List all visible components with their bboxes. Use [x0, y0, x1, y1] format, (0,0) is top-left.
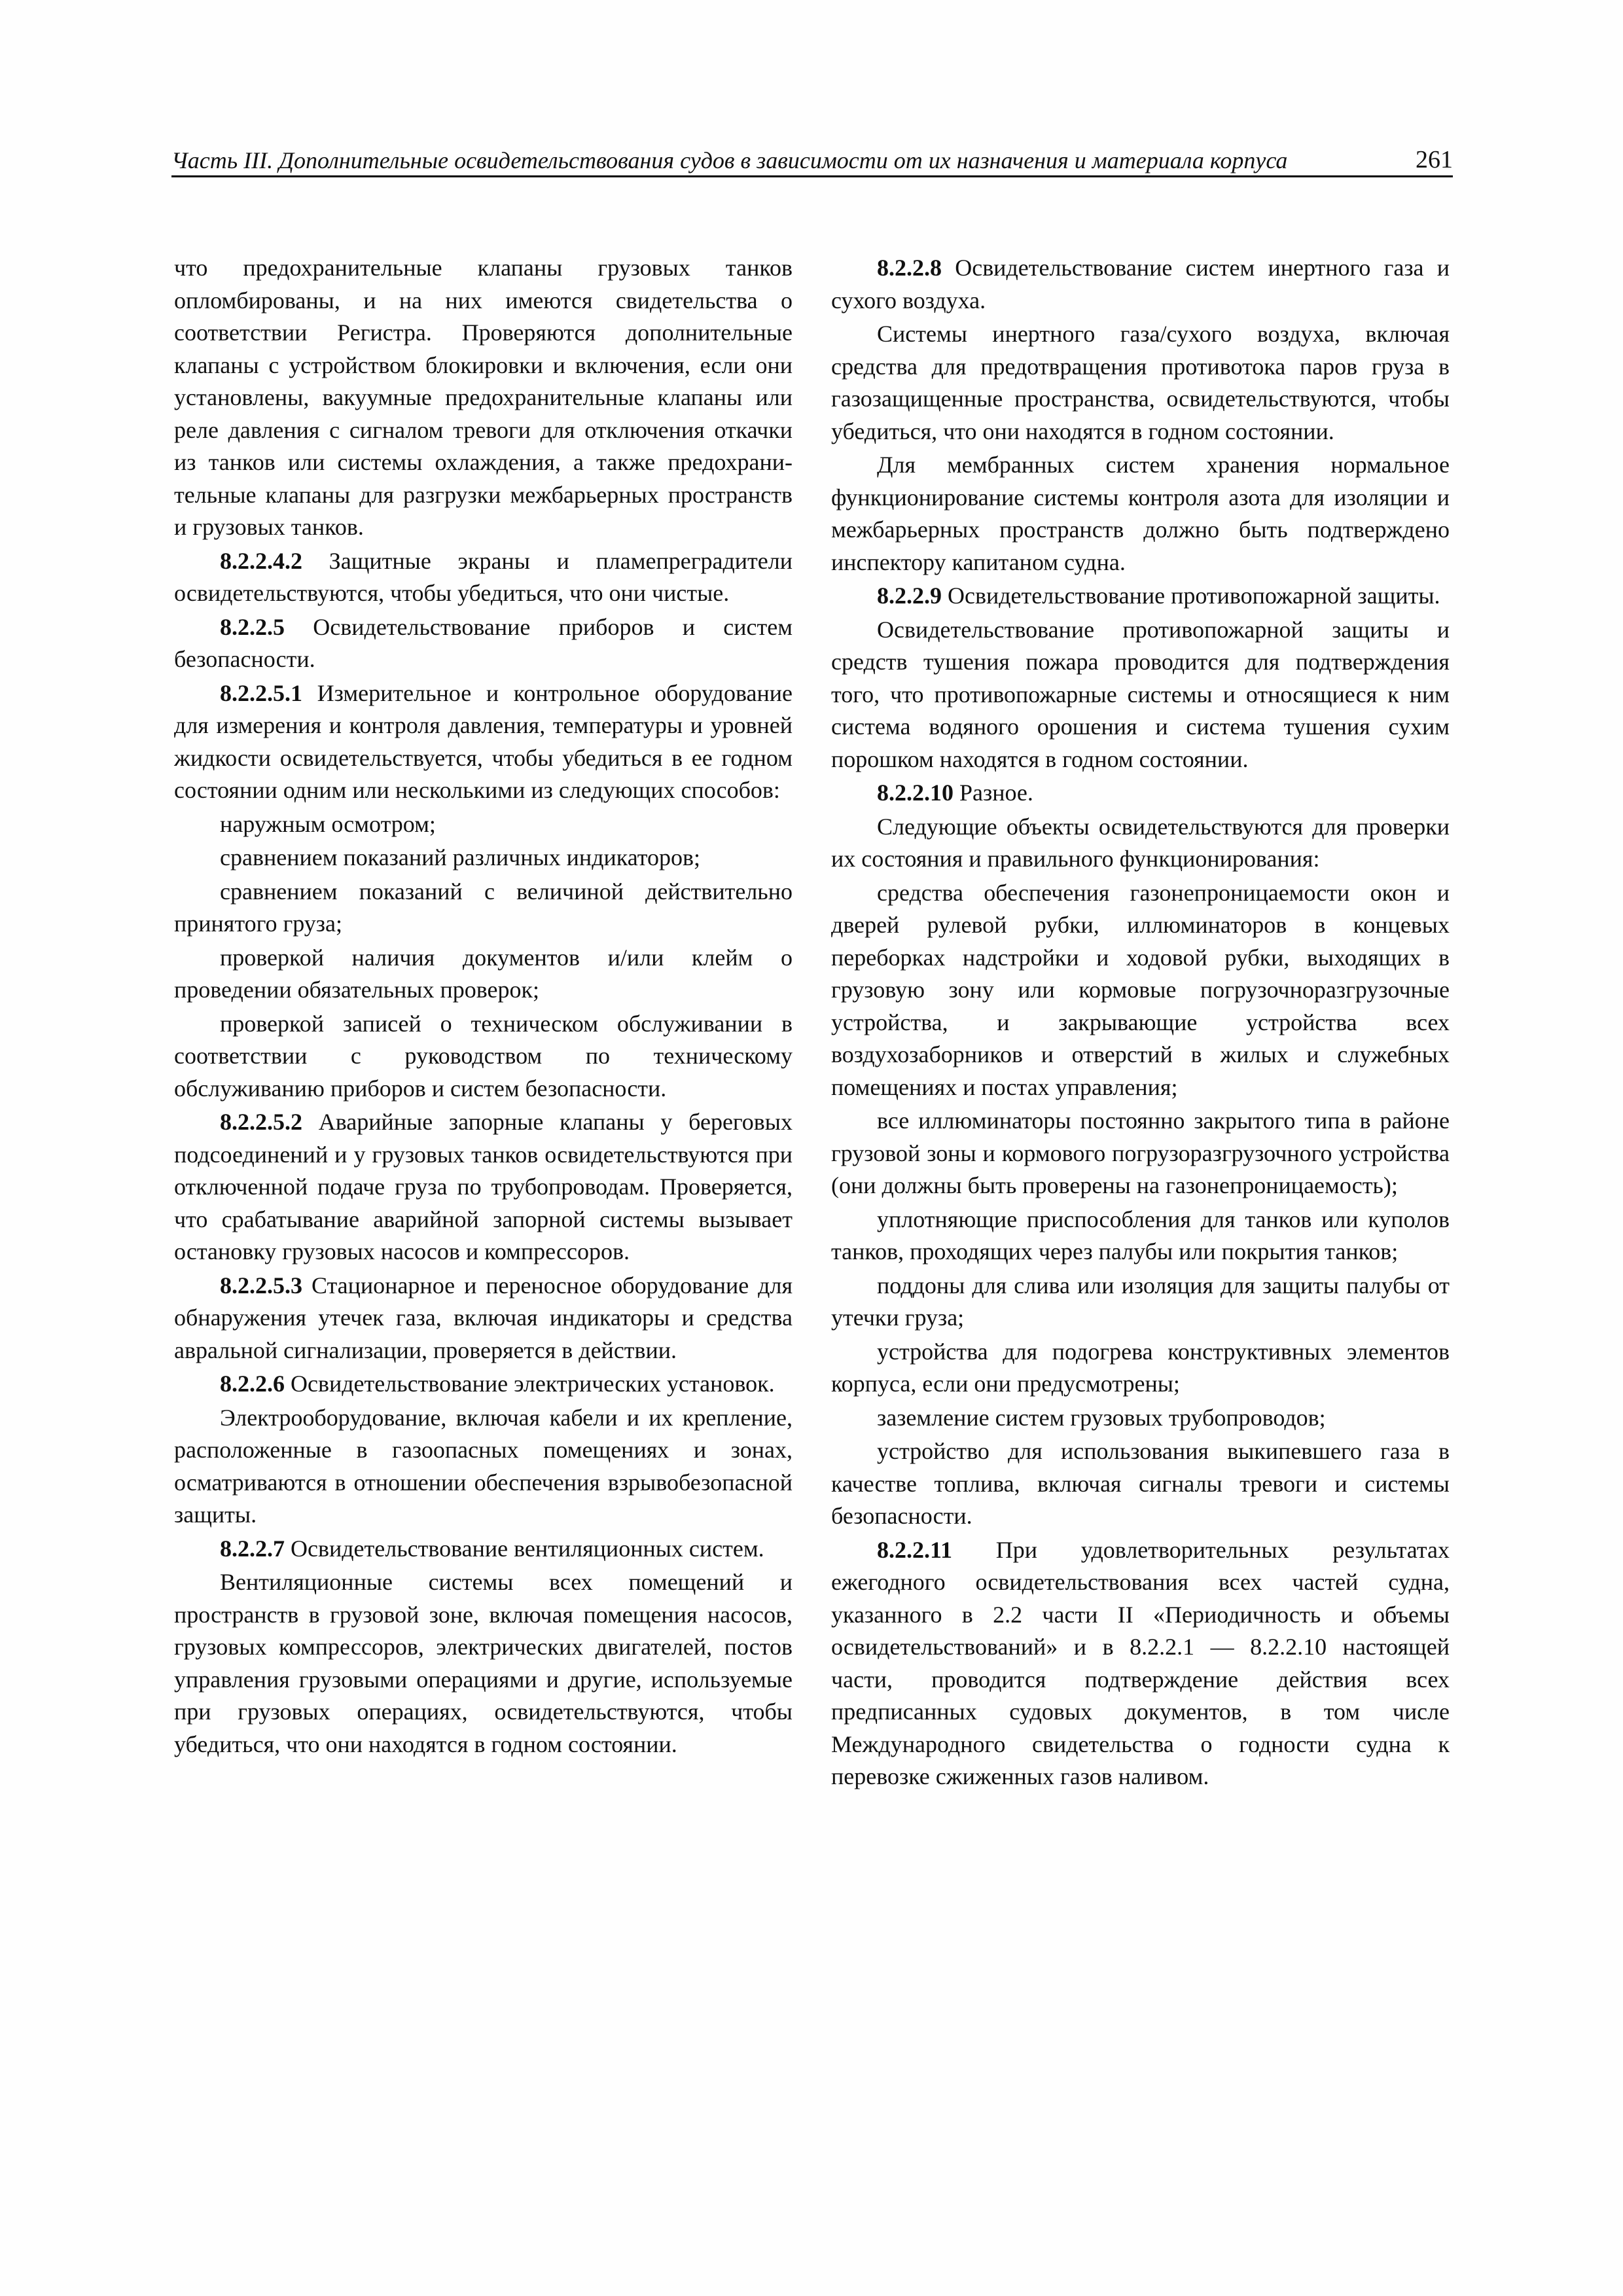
paragraph	[831, 252, 1450, 317]
clause-text: Освидетельствование систем инертного газа и сухого воздуха.	[831, 255, 1450, 314]
clause-number: 8.2.2.8	[877, 255, 942, 281]
list-item: все иллюминаторы постоянно закрытого типа в районе грузовой зоны и кормового погрузоразгрузочного устройства (они должны быть проверены на газонепроницаемость);	[831, 1107, 1450, 1198]
clause-text: Измерительное и контрольное оборудование для измерения и контроля давления, температуры и уровней жидкости освидетельствуется, чтобы убедиться в ее годном состоянии одним или несколькими из следующих способов:	[174, 679, 793, 803]
paragraph: Вентиляционные системы всех помещений и пространств в грузовой зоне, включая помещения насосов, грузовых компрессоров, электрических двигателей, постов управления грузовыми операциями и другие, используемые при грузовых операциях, освидетельствуются, чтобы убедиться, что они находятся в годном состоянии.	[174, 1569, 793, 1757]
right-column	[831, 252, 1450, 1795]
paragraph	[174, 545, 793, 610]
paragraph	[174, 1270, 793, 1367]
page-number: 261	[1416, 146, 1453, 173]
list-item: средства обеспечения газонепроницаемости окон и дверей рулевой рубки, иллюминаторов в концевых переборках надстройки и ходовой рубки, выходящих в грузовую зону или кормовые погрузочноразгрузочные устройства, и закрывающие устройства всех воздухозаборников и отверстий в жилых и служебных помещениях и постах управления;	[831, 879, 1450, 1100]
paragraph: Системы инертного газа/сухого воздуха, включая средства для предотвращения противотока паров груза в газозащищенные пространства, освидетельствуются, чтобы убедиться, что они находятся в годном состоянии.	[831, 321, 1450, 444]
paragraph	[174, 1106, 793, 1268]
clause-number: 8.2.2.9	[877, 583, 942, 609]
clause-number: 8.2.2.5	[220, 613, 285, 640]
clause-number: 8.2.2.5.3	[220, 1272, 302, 1299]
clause-number: 8.2.2.5.2	[220, 1109, 302, 1135]
paragraph	[174, 677, 793, 807]
clause-text: Разное.	[954, 780, 1033, 806]
clause-number: 8.2.2.6	[220, 1371, 285, 1397]
paragraph	[174, 1533, 793, 1566]
running-title: Часть III. Дополнительные освидетельствования судов в зависимости от их назначения и материала корпуса	[171, 147, 1288, 173]
clause-text: Аварийные запорные клапаны у береговых подсоединений и у грузовых танков освидетельствуются при отключенной подаче груза по трубопроводам. Проверяется, что срабатывание аварийной запорной системы вызывает остановку грузовых насосов и компрессоров.	[174, 1109, 793, 1265]
clause-number: 8.2.2.10	[877, 780, 954, 806]
list-item: поддоны для слива или изоляция для защиты палубы от утечки груза;	[831, 1272, 1450, 1331]
list-item: устройства для подогрева конструктивных элементов корпуса, если они предусмотрены;	[831, 1338, 1450, 1397]
paragraph: что предохранительные клапаны грузовых танков опломбированы, и на них имеются свидетельства о соответствии Регистра. Проверяются дополнительные клапаны с устройством блокировки и включения, если они установлены, вакуумные предохранительные клапаны или реле давления с сигналом тревоги для отключения откачки из танков или системы охлаждения, а также предохранительные клапаны для разгрузки межбарьерных пространств и грузовых танков.	[174, 255, 793, 540]
clause-text: Освидетельствование вентиляционных систем.	[285, 1535, 764, 1562]
page-header	[171, 143, 1453, 177]
paragraph: Следующие объекты освидетельствуются для проверки их состояния и правильного функционирования:	[831, 813, 1450, 872]
paragraph: Освидетельствование противопожарной защиты и средств тушения пожара проводится для подтверждения того, что противопожарные системы и относящиеся к ним система водяного орошения и система тушения сухим порошком находятся в годном состоянии.	[831, 616, 1450, 772]
left-column	[174, 252, 793, 1762]
list-item: проверкой наличия документов и/или клейм о проведении обязательных проверок;	[174, 944, 793, 1003]
paragraph: Для мембранных систем хранения нормальное функционирование системы контроля азота для изоляции и межбарьерных пространств должно быть подтверждено инспектору капитаном судна.	[831, 452, 1450, 575]
list-item: наружным осмотром;	[220, 810, 436, 837]
list-item: проверкой записей о техническом обслуживании в соответствии с руководством по техническому обслуживанию приборов и систем безопасности.	[174, 1010, 793, 1102]
paragraph	[831, 777, 1450, 810]
clause-text: При удовлетворительных результатах ежегодного освидетельствования всех частей судна, указанного в 2.2 части II «Периодичность и объемы освидетельствований» и в 8.2.2.1 — 8.2.2.10 настоящей части, проводится подтверждение действия всех предписанных судовых документов, в том числе Международного свидетельства о годности судна к перевозке сжиженных газов наливом.	[831, 1536, 1450, 1789]
clause-number: 8.2.2.7	[220, 1535, 285, 1562]
clause-text: Стационарное и переносное оборудование для обнаружения утечек газа, включая индикаторы и средства авральной сигнализации, проверяется в действии.	[174, 1272, 793, 1363]
paragraph	[831, 1534, 1450, 1793]
clause-text: Освидетельствование электрических установок.	[285, 1371, 775, 1397]
list-item: сравнением показаний различных индикаторов;	[220, 844, 701, 870]
list-item: сравнением показаний с величиной действительно принятого груза;	[174, 878, 793, 937]
list-item: устройство для использования выкипевшего газа в качестве топлива, включая сигналы тревоги и системы безопасности.	[831, 1438, 1450, 1529]
clause-text: Защитные экраны и пламепреградители освидетельствуются, чтобы убедиться, что они чистые.	[174, 547, 793, 606]
clause-number: 8.2.2.4.2	[220, 547, 302, 574]
clause-text: Освидетельствование приборов и систем безопасности.	[174, 613, 793, 672]
clause-number: 8.2.2.5.1	[220, 679, 302, 706]
paragraph	[831, 580, 1450, 613]
clause-text: Освидетельствование противопожарной защиты.	[942, 583, 1440, 609]
list-item: заземление систем грузовых трубопроводов;	[877, 1404, 1326, 1431]
paragraph	[174, 611, 793, 676]
paragraph	[174, 1368, 793, 1401]
paragraph: Электрооборудование, включая кабели и их крепление, расположенные в газоопасных помещениях и зонах, осматриваются в отношении обеспечения взрывобезопасной защиты.	[174, 1404, 793, 1528]
clause-number: 8.2.2.11	[877, 1536, 953, 1563]
list-item: уплотняющие приспособления для танков или куполов танков, проходящих через палубы или покрытия танков;	[831, 1206, 1450, 1265]
